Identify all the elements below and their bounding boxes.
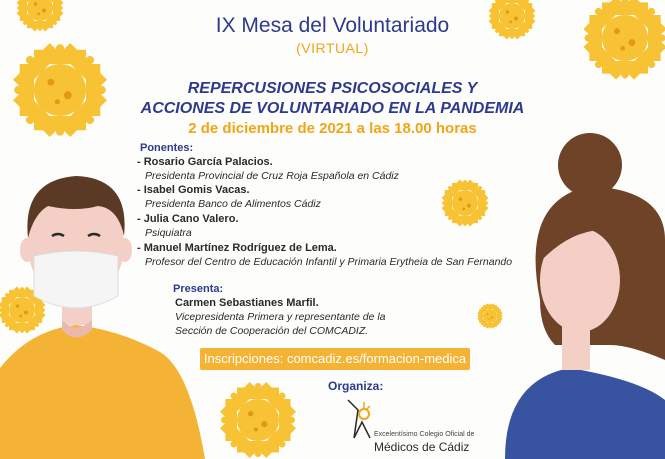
- speaker-name: - Rosario García Palacios.: [137, 156, 273, 168]
- event-subtitle: (VIRTUAL): [296, 40, 369, 56]
- virus-icon: [442, 180, 488, 226]
- speaker-role: Profesor del Centro de Educación Infantil y Primaria Erytheia de San Fernando: [145, 256, 513, 268]
- speaker-role: Presidenta Provincial de Cruz Roja Española en Cádiz: [145, 170, 399, 182]
- speaker-role: Psiquiatra: [145, 227, 192, 239]
- speaker-role: Presidenta Banco de Alimentos Cádiz: [145, 198, 321, 210]
- woman-illustration: [505, 133, 665, 459]
- headline-line-2: ACCIONES DE VOLUNTARIADO EN LA PANDEMIA: [140, 100, 525, 117]
- organizer-label: Organiza:: [328, 379, 384, 393]
- event-date: 2 de diciembre de 2021 a las 18.00 horas: [188, 120, 477, 137]
- registration-link[interactable]: Inscripciones: comcadiz.es/formacion-medica: [200, 348, 470, 370]
- logo-text-line-2: Médicos de Cádiz: [374, 440, 470, 454]
- speaker-name: - Isabel Gomis Vacas.: [137, 184, 250, 196]
- speaker-name: - Manuel Martínez Rodríguez de Lema.: [137, 242, 337, 254]
- virus-icon: [221, 383, 295, 457]
- virus-icon: [478, 304, 503, 329]
- presenter-name: Carmen Sebastianes Marfil.: [175, 297, 319, 309]
- presenter-role-line-2: Sección de Cooperación del COMCADIZ.: [175, 325, 369, 337]
- speakers-label: Ponentes:: [140, 142, 194, 154]
- headline-line-1: REPERCUSIONES PSICOSOCIALES Y: [187, 80, 478, 97]
- presenter-role-line-1: Vicepresidenta Primera y representante de la: [175, 311, 386, 323]
- presenter-label: Presenta:: [173, 283, 224, 295]
- speaker-name: - Julia Cano Valero.: [137, 213, 239, 225]
- logo-text-line-1: Excelentísimo Colegio Oficial de: [374, 431, 475, 438]
- event-title: IX Mesa del Voluntariado: [215, 14, 450, 37]
- college-logo-icon: [348, 400, 370, 438]
